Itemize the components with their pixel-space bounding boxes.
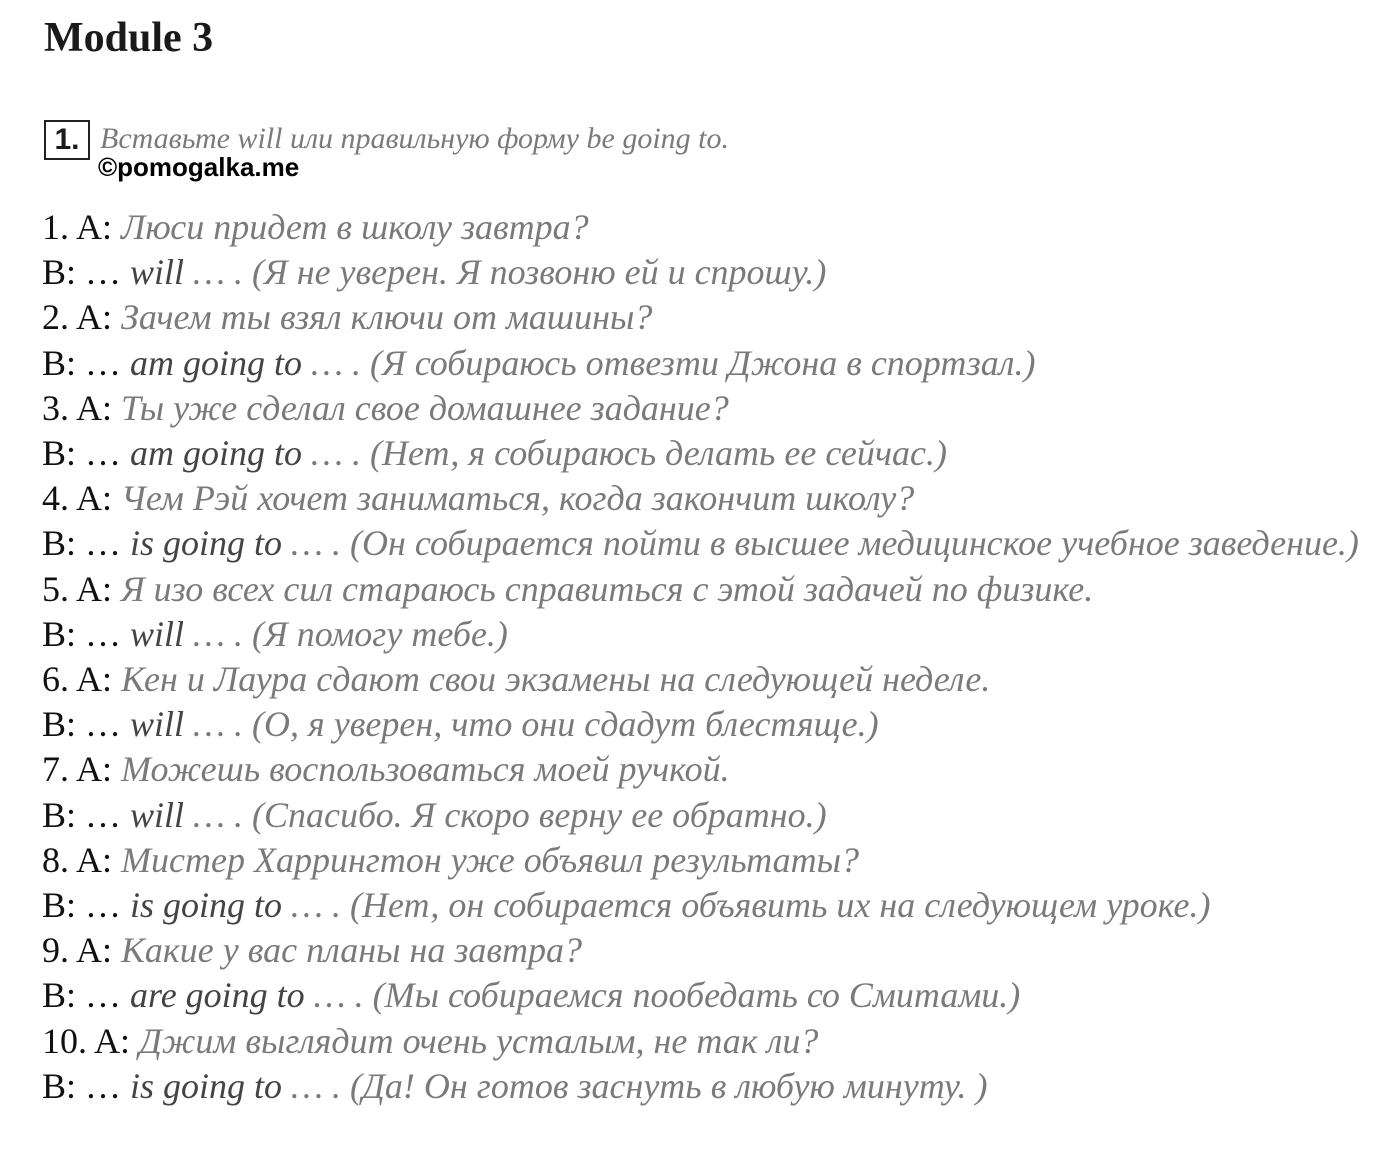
question-prefix: 5. A: xyxy=(42,568,122,609)
item-6-answer xyxy=(42,702,1372,747)
answer-word: am going to xyxy=(130,433,303,474)
answer-word: will xyxy=(130,704,185,745)
item-2-answer xyxy=(42,341,1372,386)
item-1-question xyxy=(42,205,1372,250)
item-1-answer xyxy=(42,250,1372,295)
task-number: 1. xyxy=(44,120,90,160)
answer-prefix: B: … xyxy=(42,433,131,474)
question-prefix: 9. A: xyxy=(42,930,122,971)
question-prefix: 8. A: xyxy=(42,839,122,880)
answer-word: will xyxy=(130,794,185,835)
answer-translation: … . (Мы собираемся пообедать со Смитами.) xyxy=(304,975,1021,1016)
item-4-question xyxy=(42,476,1372,521)
answer-word: am going to xyxy=(130,342,303,383)
answer-prefix: B: … xyxy=(42,794,131,835)
answer-translation: … . (Он собирается пойти в высшее медицинское учебное заведение.) xyxy=(282,523,1359,564)
item-9-question xyxy=(42,928,1372,973)
answer-prefix: B: … xyxy=(42,885,131,926)
item-5-answer xyxy=(42,612,1372,657)
answer-translation: … . (Я помогу тебе.) xyxy=(184,613,508,654)
exercise-list xyxy=(42,205,1372,1109)
answer-word: will xyxy=(130,613,185,654)
question-text: Мистер Харрингтон уже объявил результаты? xyxy=(121,839,859,880)
question-prefix: 10. A: xyxy=(42,1020,140,1061)
watermark: ©pomogalka.me xyxy=(98,152,300,182)
question-prefix: 3. A: xyxy=(42,387,122,428)
question-text: Джим выглядит очень усталым, не так ли? xyxy=(139,1020,819,1061)
question-text: Кен и Лаура сдают свои экзамены на следующей неделе. xyxy=(121,659,991,700)
answer-word: will xyxy=(130,252,185,293)
item-5-question xyxy=(42,567,1372,612)
item-10-answer xyxy=(42,1064,1372,1109)
question-text: Люси придет в школу завтра? xyxy=(121,207,589,247)
answer-translation: … . (Нет, я собираюсь делать ее сейчас.) xyxy=(302,433,947,474)
question-prefix: 2. A: xyxy=(42,297,122,338)
answer-translation: … . (Я не уверен. Я позвоню ей и спрошу.) xyxy=(184,252,827,293)
answer-word: is going to xyxy=(130,1065,283,1106)
item-7-answer xyxy=(42,793,1372,838)
item-2-question xyxy=(42,295,1372,340)
item-10-question xyxy=(42,1019,1372,1064)
answer-prefix: B: … xyxy=(42,1065,131,1106)
question-text: Какие у вас планы на завтра? xyxy=(121,930,582,971)
item-8-question xyxy=(42,838,1372,883)
answer-translation: … . (О, я уверен, что они сдадут блестяще.) xyxy=(184,704,879,745)
question-text: Чем Рэй хочет заниматься, когда закончит школу? xyxy=(121,478,915,519)
answer-word: is going to xyxy=(130,523,283,564)
question-prefix: 6. A: xyxy=(42,659,122,700)
question-prefix: 4. A: xyxy=(42,478,122,519)
question-text: Я изо всех сил стараюсь справиться с этой задачей по физике. xyxy=(121,568,1094,609)
question-text: Можешь воспользоваться моей ручкой. xyxy=(121,749,730,790)
question-text: Ты уже сделал свое домашнее задание? xyxy=(121,387,729,428)
item-6-question xyxy=(42,657,1372,702)
answer-prefix: B: … xyxy=(42,704,131,745)
item-3-question xyxy=(42,386,1372,431)
answer-word: is going to xyxy=(130,885,283,926)
answer-prefix: B: … xyxy=(42,342,131,383)
question-prefix: 1. A: xyxy=(42,207,122,247)
item-7-question xyxy=(42,747,1372,792)
answer-prefix: B: … xyxy=(42,613,131,654)
page-title: Module 3 xyxy=(44,15,214,61)
answer-prefix: B: … xyxy=(42,252,131,293)
answer-translation: … . (Нет, он собирается объявить их на следующем уроке.) xyxy=(282,885,1211,926)
answer-word: are going to xyxy=(130,975,305,1016)
answer-prefix: B: … xyxy=(42,523,131,564)
item-8-answer xyxy=(42,883,1372,928)
question-text: Зачем ты взял ключи от машины? xyxy=(121,297,653,338)
task-instruction: Вставьте will или правильную форму be going to. xyxy=(100,122,729,155)
question-prefix: 7. A: xyxy=(42,749,122,790)
answer-translation: … . (Да! Он готов заснуть в любую минуту. ) xyxy=(282,1065,988,1106)
answer-translation: … . (Спасибо. Я скоро верну ее обратно.) xyxy=(184,794,827,835)
item-9-answer xyxy=(42,973,1372,1018)
answer-prefix: B: … xyxy=(42,975,131,1016)
answer-translation: … . (Я собираюсь отвезти Джона в спортзал.) xyxy=(302,342,1036,383)
item-3-answer xyxy=(42,431,1372,476)
item-4-answer xyxy=(42,521,1372,566)
